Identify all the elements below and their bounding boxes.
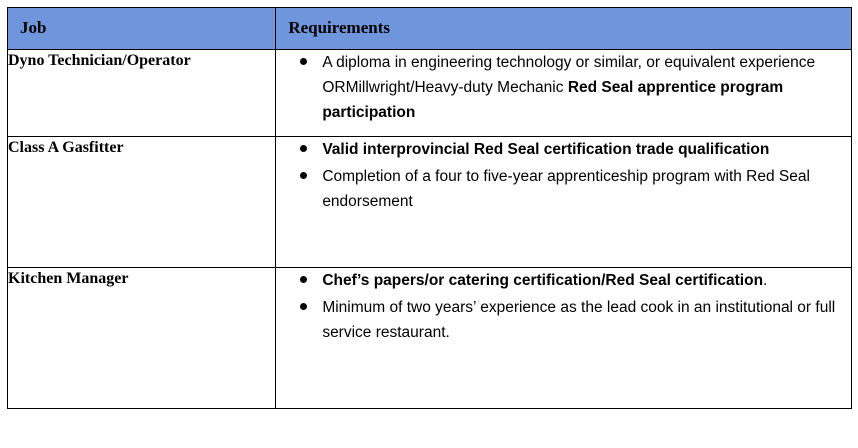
requirement-item: [276, 50, 851, 125]
job-title: Class A Gasfitter: [8, 139, 124, 156]
header-row: [8, 8, 852, 50]
job-cell: [8, 50, 276, 137]
job-title: Kitchen Manager: [8, 270, 129, 287]
requirements-cell: [276, 50, 852, 137]
bullet-icon: [300, 276, 307, 283]
table-row: [8, 268, 852, 409]
requirements-list: [276, 268, 851, 345]
bullet-icon: [300, 172, 307, 179]
table-header: [8, 8, 852, 50]
requirement-text: Minimum of two years’ experience as the lead cook in an institutional or full service restaurant.: [322, 299, 836, 341]
table-body: [8, 50, 852, 409]
requirements-cell: [276, 268, 852, 409]
bullet-icon: [300, 58, 307, 65]
document-page: [0, 7, 858, 448]
header-label-job: Job: [20, 18, 47, 37]
header-cell-job: [8, 8, 276, 50]
requirements-table: [7, 7, 852, 409]
header-cell-requirements: [276, 8, 852, 50]
requirement-item: [276, 164, 851, 214]
job-cell: [8, 268, 276, 409]
requirements-list: [276, 137, 851, 214]
requirement-item: [276, 268, 851, 293]
table-row: [8, 50, 852, 137]
requirements-cell: [276, 137, 852, 268]
table-row: [8, 137, 852, 268]
requirement-item: [276, 137, 851, 162]
bullet-icon: [300, 303, 307, 310]
job-cell: [8, 137, 276, 268]
requirement-text: Valid interprovincial Red Seal certification trade qualification: [322, 141, 770, 158]
requirement-text: Completion of a four to five-year apprenticeship program with Red Seal endorsement: [322, 168, 810, 210]
requirement-text: A diploma in engineering technology or similar, or equivalent experience ORMillwright/Heavy-duty Mechanic: [322, 54, 816, 96]
requirement-text: Chef’s papers/or catering certification/Red Seal certification: [322, 272, 764, 289]
requirements-list: [276, 50, 851, 125]
header-label-requirements: Requirements: [288, 18, 390, 37]
job-title: Dyno Technician/Operator: [8, 52, 191, 69]
requirement-text: .: [763, 272, 768, 289]
bullet-icon: [300, 145, 307, 152]
requirement-text: Red Seal apprentice program participation: [322, 79, 784, 121]
requirement-item: [276, 295, 851, 345]
